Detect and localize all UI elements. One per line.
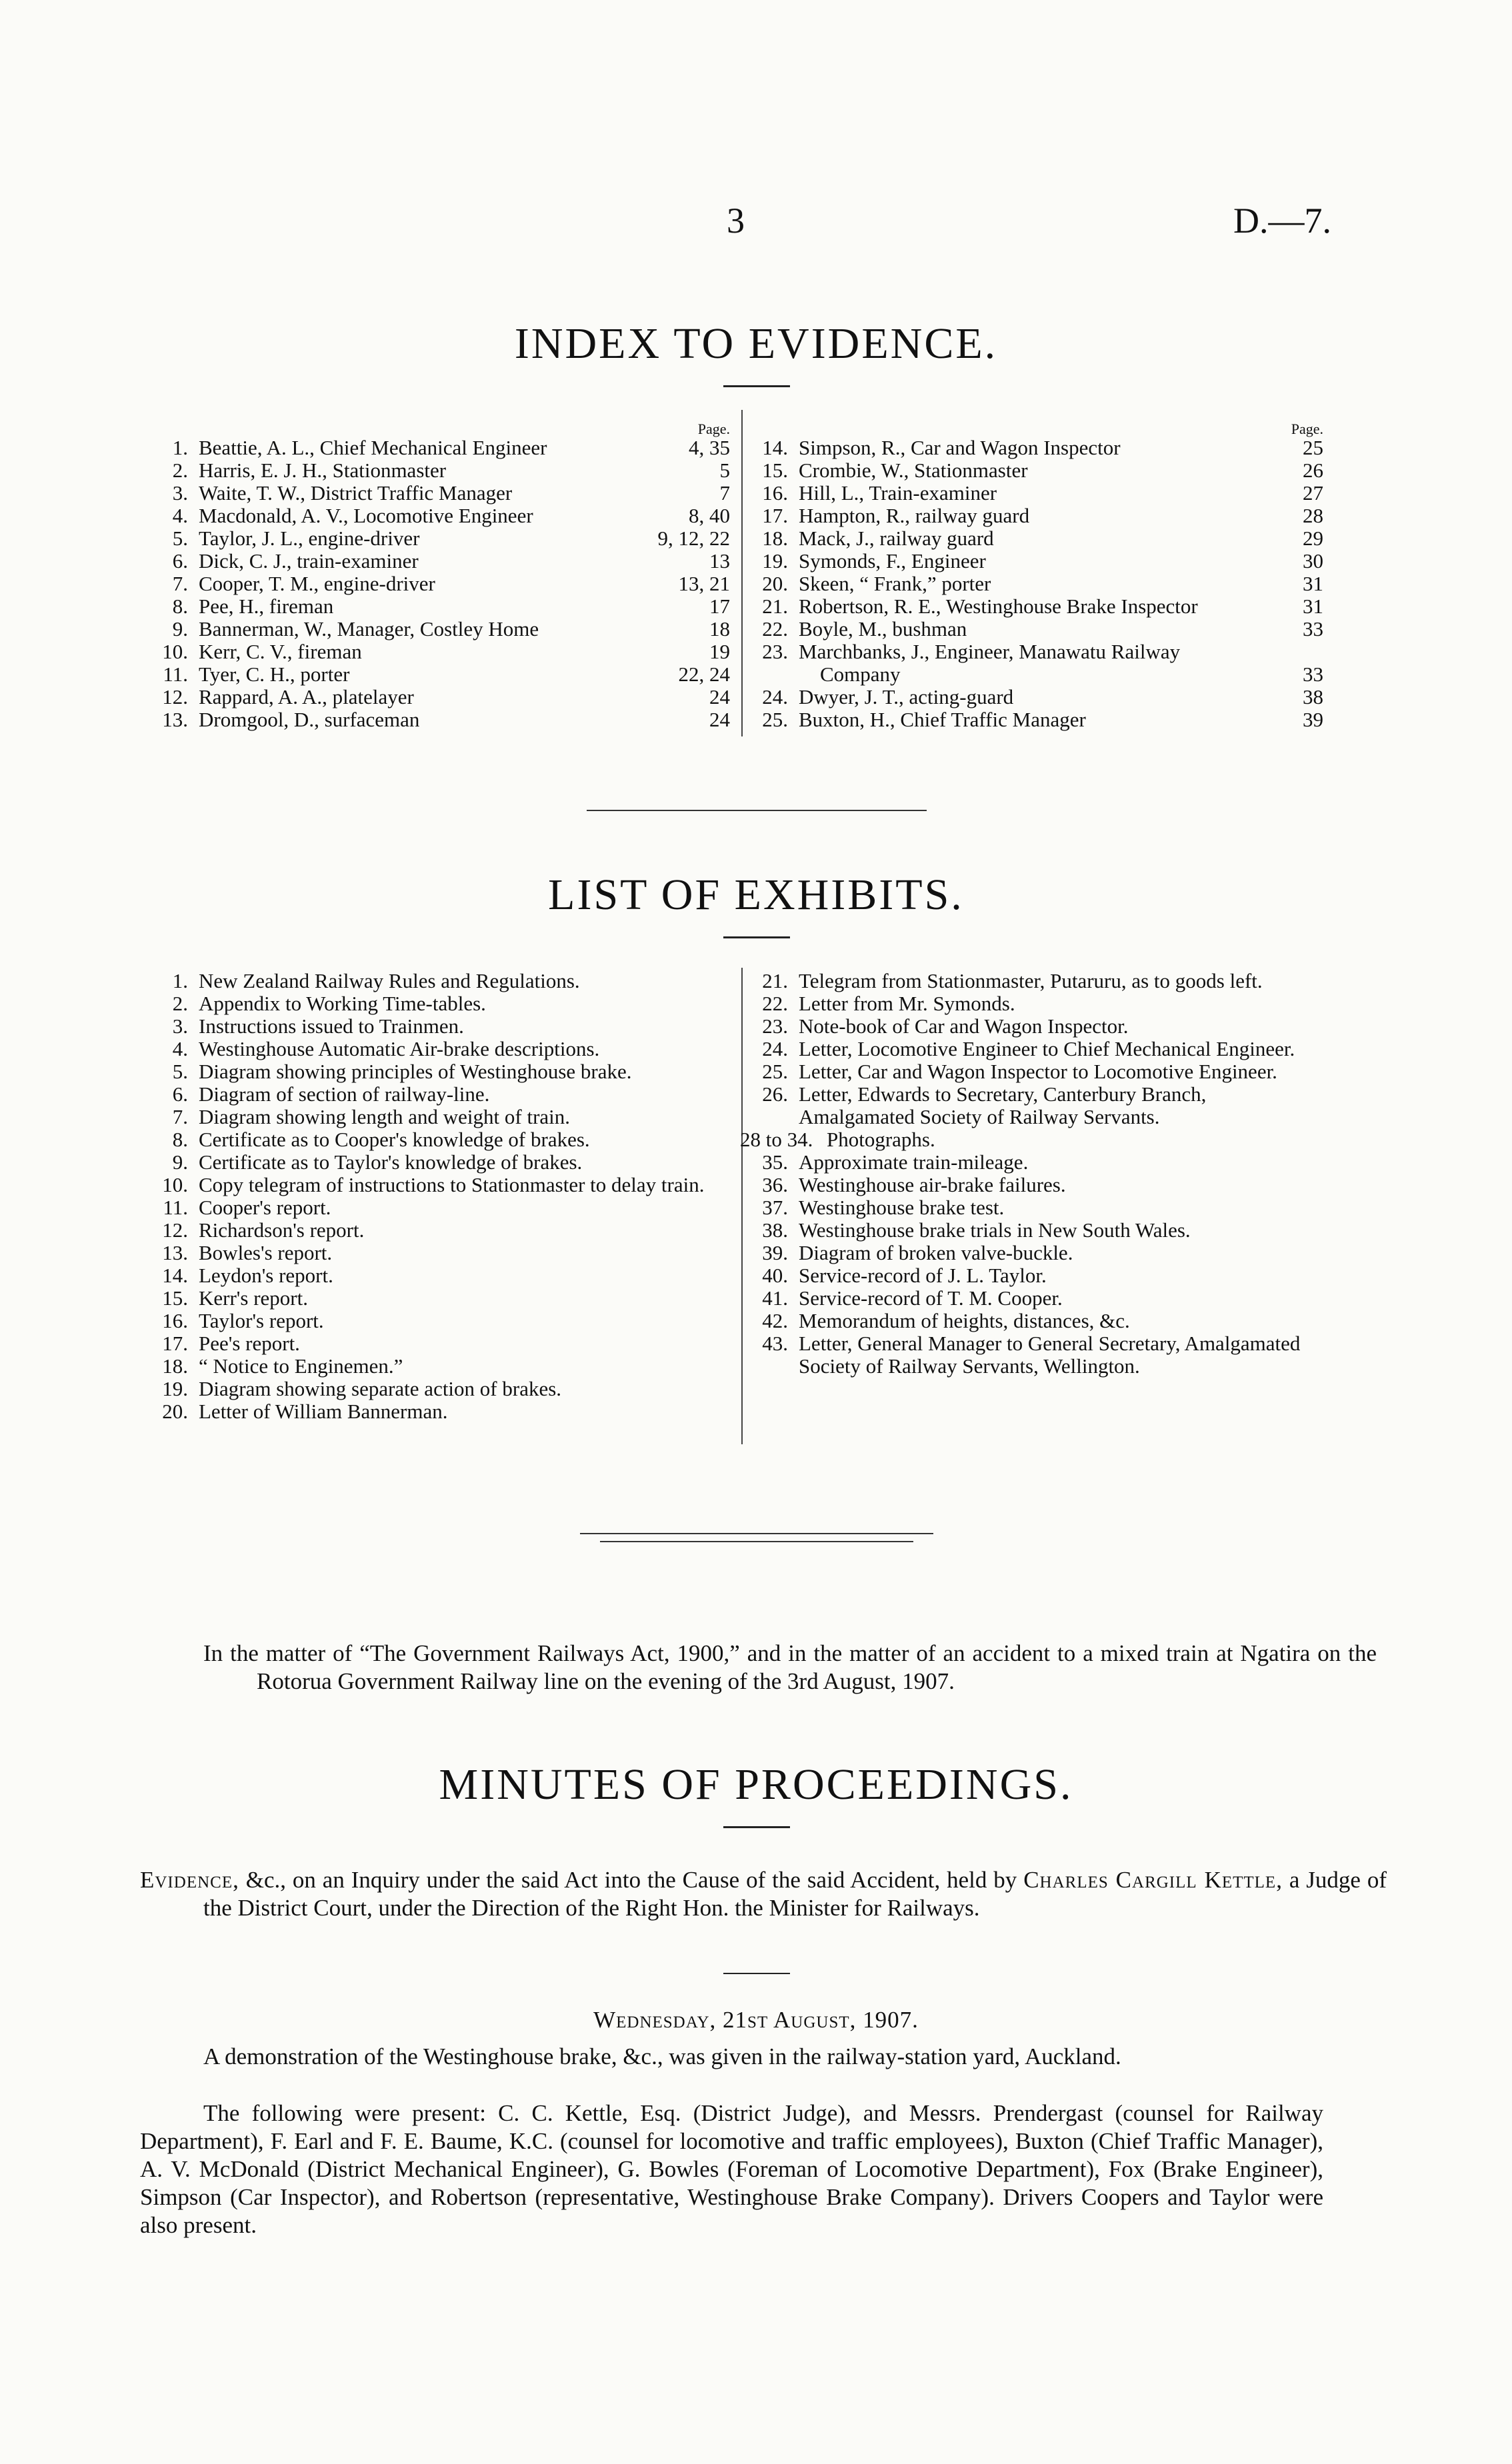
index-entry <box>740 686 1323 708</box>
index-entry <box>740 459 1323 482</box>
exhibit-text: Certificate as to Taylor's knowledge of brakes. <box>199 1150 583 1174</box>
index-entry <box>140 663 730 686</box>
exhibit-text: Letter, Locomotive Engineer to Chief Mechanical Engineer. <box>799 1037 1295 1060</box>
exhibit-entry <box>140 1378 727 1400</box>
index-entry <box>740 437 1323 459</box>
section-divider <box>580 1533 933 1534</box>
exhibit-entry <box>140 1060 727 1083</box>
index-entry <box>740 482 1323 505</box>
index-left-column <box>140 421 730 731</box>
entry-page: 8, 40 <box>689 504 730 527</box>
exhibit-entry <box>740 970 1323 992</box>
exhibit-number: 9. <box>172 1150 188 1174</box>
divider <box>723 1973 790 1974</box>
exhibit-text: Diagram showing principles of Westinghouse brake. <box>199 1060 632 1083</box>
exhibit-text: Appendix to Working Time-tables. <box>199 992 486 1015</box>
entry-name: Harris, E. J. H., Stationmaster <box>199 459 447 482</box>
index-right-column <box>740 421 1323 731</box>
entry-number: 9. <box>172 617 188 640</box>
entry-name: Macdonald, A. V., Locomotive Engineer <box>199 504 533 527</box>
entry-name: Robertson, R. E., Westinghouse Brake Inspector <box>799 595 1198 618</box>
exhibit-number: 41. <box>762 1286 788 1310</box>
exhibit-entry <box>140 1083 727 1106</box>
exhibits-title: LIST OF EXHIBITS. <box>548 870 964 919</box>
entry-number: 2. <box>172 459 188 482</box>
section-divider <box>600 1541 913 1542</box>
index-entry <box>740 505 1323 527</box>
exhibit-entry <box>740 1083 1323 1128</box>
exhibit-entry <box>740 992 1323 1015</box>
exhibit-number: 5. <box>172 1060 188 1083</box>
entry-number: 25. <box>762 708 788 731</box>
entry-page: 28 <box>1303 504 1323 527</box>
exhibit-entry <box>740 1196 1323 1219</box>
exhibit-entry <box>740 1264 1323 1287</box>
exhibit-number: 23. <box>762 1014 788 1038</box>
exhibit-text: Letter, General Manager to General Secretary, Amalgamated Society of Railway Servants, Wellington. <box>799 1332 1301 1378</box>
exhibit-text: Diagram showing separate action of brakes. <box>199 1377 562 1400</box>
exhibit-text: “ Notice to Enginemen.” <box>199 1354 403 1378</box>
exhibit-number: 12. <box>162 1218 188 1242</box>
exhibit-entry <box>140 1264 727 1287</box>
exhibit-text: Memorandum of heights, distances, &c. <box>799 1309 1130 1332</box>
exhibit-number: 24. <box>762 1037 788 1060</box>
entry-number: 8. <box>172 595 188 618</box>
entry-number: 22. <box>762 617 788 640</box>
exhibit-text: Service-record of J. L. Taylor. <box>799 1264 1047 1287</box>
exhibit-entry <box>140 1332 727 1355</box>
entry-number: 4. <box>172 504 188 527</box>
paragraph-demonstration: A demonstration of the Westinghouse brake, &c., was given in the railway-station yard, Auckland. <box>203 2043 1121 2069</box>
entry-name: Pee, H., fireman <box>199 595 334 618</box>
entry-number: 21. <box>762 595 788 618</box>
exhibit-text: Westinghouse brake test. <box>799 1196 1005 1219</box>
exhibit-entry <box>740 1310 1323 1332</box>
entry-name: Kerr, C. V., fireman <box>199 640 362 663</box>
entry-page: 27 <box>1303 481 1323 505</box>
entry-page: 31 <box>1303 595 1323 618</box>
exhibit-entry <box>140 1151 727 1174</box>
entry-page: 26 <box>1303 459 1323 482</box>
exhibit-text: Diagram showing length and weight of train. <box>199 1105 571 1128</box>
exhibit-number: 38. <box>762 1218 788 1242</box>
exhibit-number: 6. <box>172 1082 188 1106</box>
exhibit-number: 25. <box>762 1060 788 1083</box>
exhibit-entry <box>140 1128 727 1151</box>
document-code: D.—7. <box>1233 201 1331 241</box>
exhibit-entry <box>140 1219 727 1242</box>
entry-page: 13 <box>709 549 730 573</box>
entry-number: 16. <box>762 481 788 505</box>
index-entry <box>140 640 730 663</box>
exhibit-number: 14. <box>162 1264 188 1287</box>
index-entry <box>140 459 730 482</box>
exhibit-number: 39. <box>762 1241 788 1264</box>
entry-page: 7 <box>719 481 730 505</box>
exhibit-number: 40. <box>762 1264 788 1287</box>
exhibit-text: Approximate train-mileage. <box>799 1150 1029 1174</box>
index-entry <box>740 550 1323 573</box>
exhibit-number: 19. <box>162 1377 188 1400</box>
index-entry <box>740 708 1323 731</box>
index-entry <box>740 595 1323 618</box>
title-underline <box>723 385 790 387</box>
evidence-paragraph <box>140 1866 1387 1922</box>
entry-page: 5 <box>719 459 730 482</box>
entry-number: 12. <box>162 685 188 708</box>
entry-name: Hill, L., Train-examiner <box>799 481 997 505</box>
exhibit-text: Service-record of T. M. Cooper. <box>799 1286 1063 1310</box>
entry-page: 39 <box>1303 708 1323 731</box>
index-entry <box>140 595 730 618</box>
exhibit-text: Note-book of Car and Wagon Inspector. <box>799 1014 1129 1038</box>
index-entry <box>740 527 1323 550</box>
entry-number: 13. <box>162 708 188 731</box>
entry-name-continued: Company <box>820 662 901 686</box>
entry-number: 14. <box>762 436 788 459</box>
title-underline <box>723 936 790 938</box>
entry-number: 23. <box>762 640 788 663</box>
title-underline <box>723 1826 790 1828</box>
exhibit-number: 42. <box>762 1309 788 1332</box>
entry-page: 9, 12, 22 <box>657 527 730 550</box>
matter-paragraph: In the matter of “The Government Railways Act, 1900,” and in the matter of an accident to a mixed train at Ngatira on the Rotorua Government Railway line on the evening of the 3rd August, 1907. <box>203 1640 1377 1694</box>
exhibit-entry <box>140 1038 727 1060</box>
exhibit-text: Diagram of broken valve-buckle. <box>799 1241 1073 1264</box>
exhibit-text: Taylor's report. <box>199 1309 324 1332</box>
evidence-tail: a Judge of the District Court, under the Direction of the Right Hon. the Minister for Railways. <box>203 1867 1387 1921</box>
entry-page: 4, 35 <box>689 436 730 459</box>
entry-page: 18 <box>709 617 730 640</box>
exhibit-number: 20. <box>162 1400 188 1423</box>
exhibit-number: 10. <box>162 1173 188 1196</box>
entry-number: 20. <box>762 572 788 595</box>
exhibit-text: Cooper's report. <box>199 1196 331 1219</box>
exhibit-entry <box>740 1287 1323 1310</box>
exhibit-number: 18. <box>162 1354 188 1378</box>
exhibit-entry <box>740 1242 1323 1264</box>
minutes-title: MINUTES OF PROCEEDINGS. <box>439 1760 1073 1809</box>
exhibit-number: 13. <box>162 1241 188 1264</box>
exhibits-right-column <box>740 970 1323 1378</box>
exhibit-text: Diagram of section of railway-line. <box>199 1082 490 1106</box>
exhibit-number: 7. <box>172 1105 188 1128</box>
exhibit-number: 37. <box>762 1196 788 1219</box>
exhibit-text: Westinghouse brake trials in New South Wales. <box>799 1218 1191 1242</box>
exhibit-number: 3. <box>172 1014 188 1038</box>
entry-page: 30 <box>1303 549 1323 573</box>
entry-name: Marchbanks, J., Engineer, Manawatu Railway <box>799 640 1181 663</box>
entry-page: 31 <box>1303 572 1323 595</box>
index-entry <box>140 686 730 708</box>
exhibit-entry <box>140 1287 727 1310</box>
evidence-text: &c., on an Inquiry under the said Act into the Cause of the said Accident, held by <box>239 1867 1024 1893</box>
exhibit-entry <box>140 970 727 992</box>
entry-number: 10. <box>162 640 188 663</box>
exhibit-number: 17. <box>162 1332 188 1355</box>
entry-name: Mack, J., railway guard <box>799 527 994 550</box>
exhibit-text: Westinghouse air-brake failures. <box>799 1173 1066 1196</box>
exhibit-number: 43. <box>762 1332 788 1355</box>
entry-number: 11. <box>163 662 188 686</box>
paragraph-present: The following were present: C. C. Kettle, Esq. (District Judge), and Messrs. Prendergast (counsel for Railway Department), F. Earl and F. E. Baume, K.C. (counsel for locomotive and traffic employees), Buxton (Chief Traffic Manager), A. V. McDonald (District Mechanical Engineer), G. Bowles (Foreman of Locomotive Department), Fox (Brake Engineer), Simpson (Car Inspector), and Robertson (representative, Westinghouse Brake Company). Drivers Coopers and Taylor were also present. <box>140 2100 1323 2238</box>
entry-name: Waite, T. W., District Traffic Manager <box>199 481 513 505</box>
entry-page: 33 <box>1303 617 1323 640</box>
exhibit-entry <box>140 1015 727 1038</box>
exhibit-number: 26. <box>762 1082 788 1106</box>
entry-name: Bannerman, W., Manager, Costley Home <box>199 617 539 640</box>
exhibit-entry <box>140 1400 727 1423</box>
entry-page: 24 <box>709 685 730 708</box>
entry-name: Buxton, H., Chief Traffic Manager <box>799 708 1086 731</box>
exhibit-number: 4. <box>172 1037 188 1060</box>
exhibit-entry <box>740 1015 1323 1038</box>
exhibit-text: Certificate as to Cooper's knowledge of brakes. <box>199 1128 590 1151</box>
exhibit-entry <box>140 1242 727 1264</box>
entry-number: 3. <box>172 481 188 505</box>
exhibit-text: Richardson's report. <box>199 1218 365 1242</box>
exhibit-entry <box>740 1060 1323 1083</box>
index-entry <box>140 482 730 505</box>
entry-name: Boyle, M., bushman <box>799 617 967 640</box>
entry-name: Tyer, C. H., porter <box>199 662 350 686</box>
entry-number: 6. <box>172 549 188 573</box>
entry-page: 33 <box>1303 662 1323 686</box>
entry-number: 7. <box>172 572 188 595</box>
index-title: INDEX TO EVIDENCE. <box>514 319 998 368</box>
entry-number: 1. <box>172 436 188 459</box>
entry-page: 29 <box>1303 527 1323 550</box>
entry-name: Dromgool, D., surfaceman <box>199 708 420 731</box>
entry-number: 24. <box>762 685 788 708</box>
exhibit-entry <box>740 1332 1323 1378</box>
index-entry <box>140 618 730 640</box>
entry-page: 22, 24 <box>678 662 730 686</box>
entry-name: Hampton, R., railway guard <box>799 504 1030 527</box>
entry-name: Dwyer, J. T., acting-guard <box>799 685 1014 708</box>
exhibit-number: 1. <box>172 969 188 992</box>
index-entry <box>140 437 730 459</box>
entry-name: Beattie, A. L., Chief Mechanical Engineer <box>199 436 547 459</box>
exhibit-text: Leydon's report. <box>199 1264 333 1287</box>
index-entry <box>740 618 1323 640</box>
entry-page: 25 <box>1303 436 1323 459</box>
exhibit-entry <box>140 1106 727 1128</box>
entry-page: 38 <box>1303 685 1323 708</box>
exhibit-number: 21. <box>762 969 788 992</box>
exhibit-text: Letter from Mr. Symonds. <box>799 992 1015 1015</box>
exhibit-entry <box>740 1038 1323 1060</box>
exhibit-text: Copy telegram of instructions to Stationmaster to delay train. <box>199 1173 705 1196</box>
exhibit-number: 11. <box>163 1196 188 1219</box>
exhibit-text: Photographs. <box>827 1128 935 1151</box>
exhibit-number: 22. <box>762 992 788 1015</box>
entry-name: Rappard, A. A., platelayer <box>199 685 414 708</box>
exhibit-number: 15. <box>162 1286 188 1310</box>
exhibit-text: Letter, Car and Wagon Inspector to Locomotive Engineer. <box>799 1060 1277 1083</box>
entry-number: 15. <box>762 459 788 482</box>
exhibit-text: Pee's report. <box>199 1332 300 1355</box>
exhibit-text: Westinghouse Automatic Air-brake descriptions. <box>199 1037 600 1060</box>
exhibit-entry <box>140 992 727 1015</box>
exhibit-text: Instructions issued to Trainmen. <box>199 1014 464 1038</box>
exhibit-number: 35. <box>762 1150 788 1174</box>
exhibit-entry <box>140 1196 727 1219</box>
exhibit-text: New Zealand Railway Rules and Regulations. <box>199 969 580 992</box>
exhibit-text: Letter, Edwards to Secretary, Canterbury Branch, Amalgamated Society of Railway Servants. <box>799 1082 1207 1128</box>
entry-number: 5. <box>172 527 188 550</box>
exhibit-entry <box>140 1174 727 1196</box>
exhibit-entry <box>740 1174 1323 1196</box>
exhibit-text: Kerr's report. <box>199 1286 308 1310</box>
exhibit-entry <box>740 1151 1323 1174</box>
exhibits-left-column <box>140 970 727 1423</box>
section-divider <box>587 810 927 811</box>
session-date: Wednesday, 21st August, 1907. <box>593 2007 919 2033</box>
entry-page: 17 <box>709 595 730 618</box>
judge-name: Charles Cargill Kettle, <box>1023 1867 1283 1893</box>
index-entry-continuation <box>740 663 1323 686</box>
entry-name: Dick, C. J., train-examiner <box>199 549 419 573</box>
exhibit-text: Letter of William Bannerman. <box>199 1400 448 1423</box>
exhibit-number: 8. <box>172 1128 188 1151</box>
exhibit-text: Bowles's report. <box>199 1241 333 1264</box>
exhibit-number: 28 to 34. <box>740 1128 813 1151</box>
index-entry <box>140 573 730 595</box>
page-column-header: Page. <box>697 421 730 437</box>
index-entry <box>740 640 1323 663</box>
entry-name: Taylor, J. L., engine-driver <box>199 527 420 550</box>
index-entry <box>140 527 730 550</box>
entry-page: 13, 21 <box>678 572 730 595</box>
exhibit-text: Telegram from Stationmaster, Putaruru, as to goods left. <box>799 969 1263 992</box>
evidence-lead: Evidence, <box>140 1867 239 1893</box>
exhibit-entry <box>140 1310 727 1332</box>
exhibit-number: 2. <box>172 992 188 1015</box>
page-column-header: Page. <box>1291 421 1323 437</box>
entry-name: Skeen, “ Frank,” porter <box>799 572 991 595</box>
entry-number: 17. <box>762 504 788 527</box>
page-number: 3 <box>727 201 745 241</box>
entry-name: Simpson, R., Car and Wagon Inspector <box>799 436 1121 459</box>
entry-page: 19 <box>709 640 730 663</box>
entry-name: Crombie, W., Stationmaster <box>799 459 1028 482</box>
index-entry <box>140 505 730 527</box>
entry-page: 24 <box>709 708 730 731</box>
entry-name: Symonds, F., Engineer <box>799 549 986 573</box>
exhibit-entry <box>740 1219 1323 1242</box>
exhibit-entry <box>740 1128 1323 1151</box>
index-entry <box>140 550 730 573</box>
exhibit-number: 36. <box>762 1173 788 1196</box>
index-entry <box>740 573 1323 595</box>
entry-name: Cooper, T. M., engine-driver <box>199 572 435 595</box>
index-entry <box>140 708 730 731</box>
exhibit-number: 16. <box>162 1309 188 1332</box>
entry-number: 18. <box>762 527 788 550</box>
exhibit-entry <box>140 1355 727 1378</box>
entry-number: 19. <box>762 549 788 573</box>
